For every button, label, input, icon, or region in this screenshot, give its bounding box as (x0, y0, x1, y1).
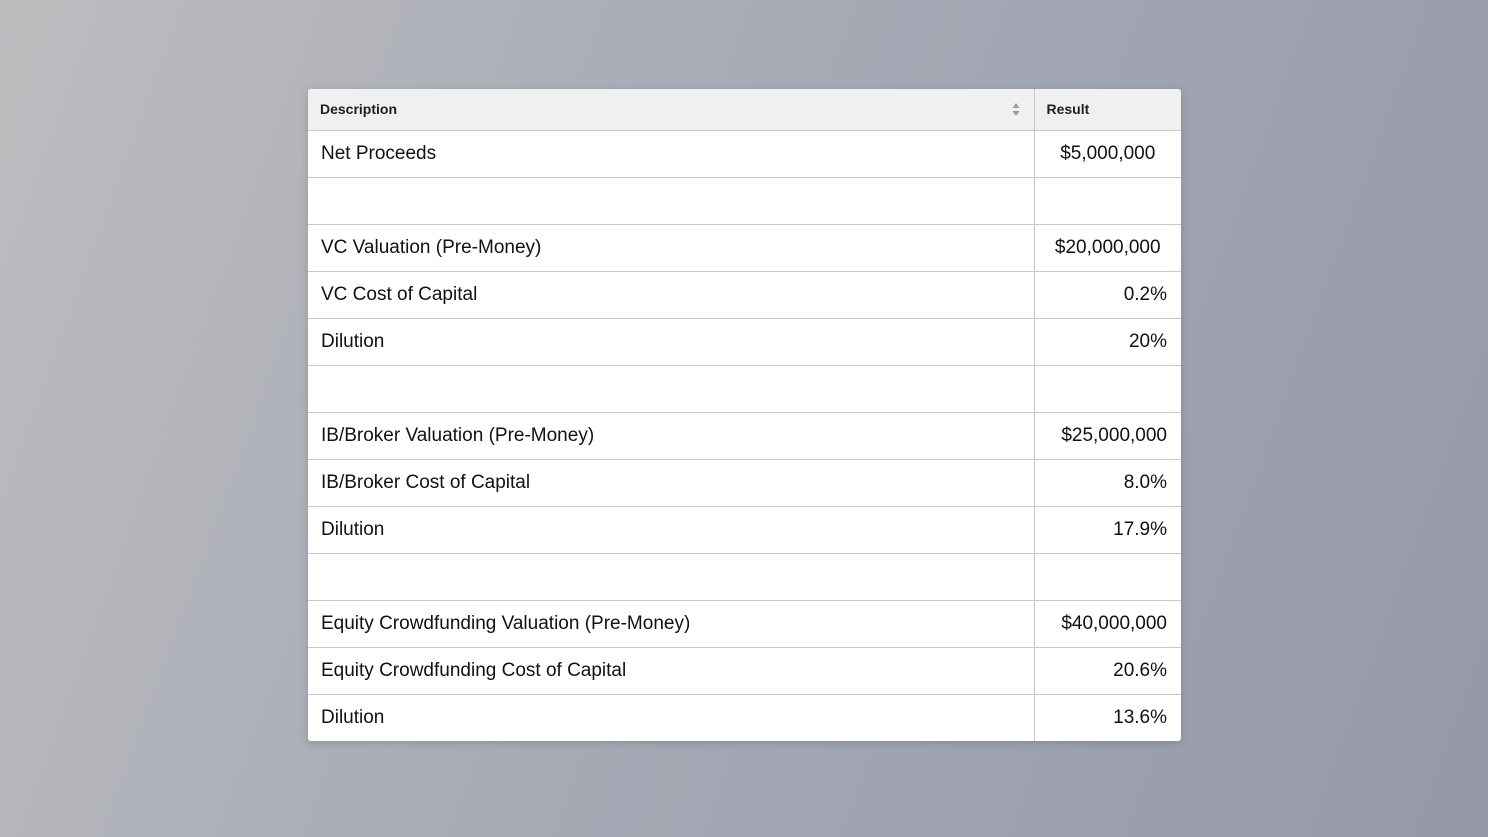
row-description (308, 553, 1034, 600)
results-table-card (308, 89, 1181, 741)
row-description: Dilution (308, 318, 1034, 365)
description-header-label: Description (320, 101, 398, 118)
row-description: VC Valuation (Pre-Money) (308, 224, 1034, 271)
table-row (308, 318, 1181, 365)
row-result: 0.2% (1034, 271, 1181, 318)
row-result: $5,000,000 (1034, 130, 1181, 177)
table-row (308, 224, 1181, 271)
row-result: 20% (1034, 318, 1181, 365)
row-result (1034, 553, 1181, 600)
row-result: $20,000,000 (1034, 224, 1181, 271)
row-result: 20.6% (1034, 647, 1181, 694)
table-row (308, 177, 1181, 224)
result-column-header (1034, 89, 1181, 130)
row-description (308, 365, 1034, 412)
row-result: 8.0% (1034, 459, 1181, 506)
table-row (308, 271, 1181, 318)
row-result: $40,000,000 (1034, 600, 1181, 647)
row-result: 13.6% (1113, 706, 1167, 728)
row-description: IB/Broker Cost of Capital (308, 459, 1034, 506)
results-table (308, 89, 1181, 741)
table-row (308, 506, 1181, 553)
table-row (308, 600, 1181, 647)
row-result (1034, 365, 1181, 412)
table-row (308, 647, 1181, 694)
table-row (308, 694, 1181, 741)
table-header-row (308, 89, 1181, 130)
sort-icon[interactable] (1012, 102, 1020, 117)
table-row (308, 365, 1181, 412)
row-description (308, 177, 1034, 224)
table-row (308, 412, 1181, 459)
row-description: Equity Crowdfunding Valuation (Pre-Money) (308, 600, 1034, 647)
row-description: VC Cost of Capital (308, 271, 1034, 318)
row-result (1034, 177, 1181, 224)
table-row (308, 130, 1181, 177)
row-description: IB/Broker Valuation (Pre-Money) (308, 412, 1034, 459)
table-row (308, 553, 1181, 600)
result-header-label: Result (1046, 101, 1090, 118)
row-description: Equity Crowdfunding Cost of Capital (308, 647, 1034, 694)
row-description: Dilution (308, 694, 1034, 741)
description-column-header[interactable] (308, 89, 1034, 130)
table-row (308, 459, 1181, 506)
row-description: Dilution (308, 506, 1034, 553)
row-description: Net Proceeds (308, 130, 1034, 177)
row-result: $25,000,000 (1034, 412, 1181, 459)
row-result: 17.9% (1034, 506, 1181, 553)
